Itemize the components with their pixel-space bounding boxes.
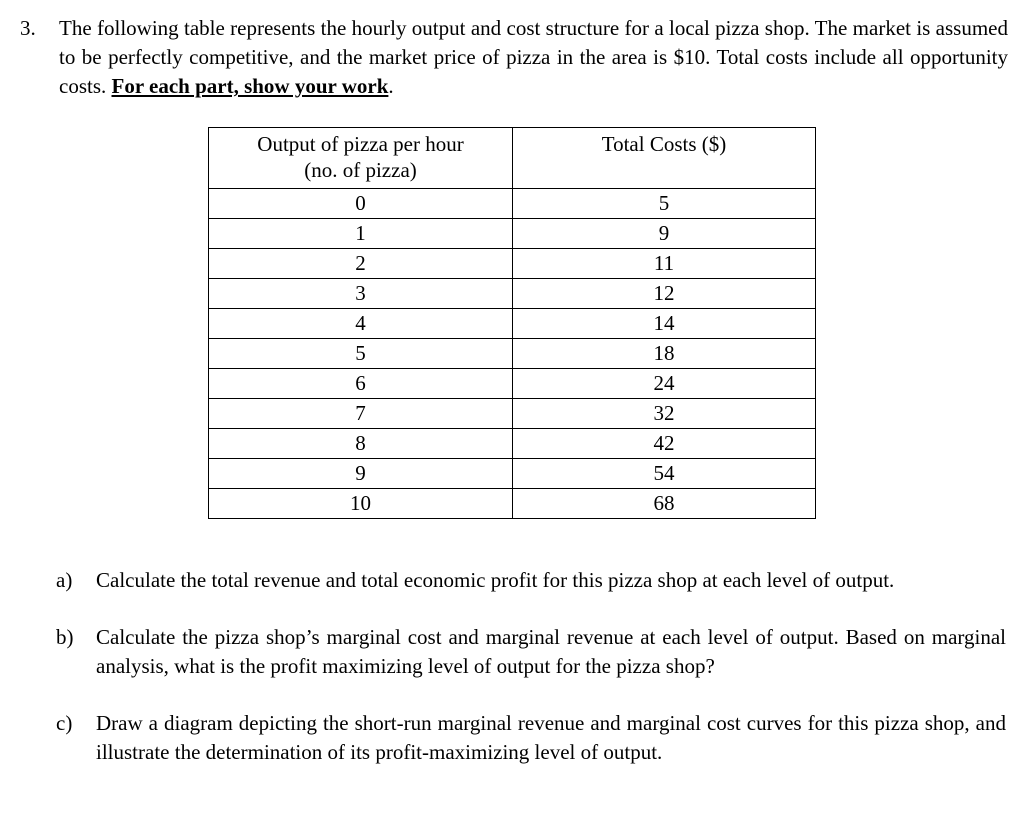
cost-cell: 9 [513,219,816,249]
cost-cell: 54 [513,459,816,489]
part-label: a) [56,568,73,592]
table-row [209,309,816,339]
cost-cell: 12 [513,279,816,309]
cost-table [208,127,816,519]
table-row [209,339,816,369]
header-total-costs: Total Costs ($) [513,128,816,189]
header-output-line2: (no. of pizza) [304,158,417,182]
question-text: The following table represents the hourly output and cost structure for a local pizza shop. The market is assumed to be perfectly competitive, and the market price of pizza in the area is $10. Total costs include all opportunity costs. [59,16,1008,98]
cost-cell: 32 [513,399,816,429]
table-row [209,399,816,429]
cost-cell: 68 [513,489,816,519]
question-end-punct: . [388,74,394,98]
table-row [209,219,816,249]
question-text-block [59,14,1008,101]
part-label: b) [56,625,74,649]
output-cell: 3 [209,279,513,309]
question-3 [20,14,1008,101]
cost-cell: 5 [513,189,816,219]
output-cell: 4 [209,309,513,339]
part-a [56,566,1006,595]
output-cell: 8 [209,429,513,459]
table-row [209,369,816,399]
table-row [209,429,816,459]
header-output-line1: Output of pizza per hour [257,132,464,156]
part-text: Calculate the pizza shop’s marginal cost and marginal revenue at each level of output. Based on marginal analysis, what is the profit maximizing level of output for the pizza shop? [96,625,1006,678]
part-b [56,623,1006,681]
question-emphasis: For each part, show your work [111,74,389,98]
header-output [209,128,513,189]
output-cell: 9 [209,459,513,489]
part-label: c) [56,711,73,735]
output-cell: 2 [209,249,513,279]
output-cell: 0 [209,189,513,219]
table-row [209,249,816,279]
cost-cell: 18 [513,339,816,369]
question-parts [56,566,1006,795]
table-row [209,489,816,519]
table-header-row [209,128,816,189]
cost-cell: 11 [513,249,816,279]
output-cell: 1 [209,219,513,249]
output-cell: 6 [209,369,513,399]
cost-cell: 24 [513,369,816,399]
part-c [56,709,1006,767]
part-text: Draw a diagram depicting the short-run marginal revenue and marginal cost curves for this pizza shop, and illustrate the determination of its profit-maximizing level of output. [96,711,1006,764]
cost-cell: 42 [513,429,816,459]
table-row [209,459,816,489]
output-cell: 10 [209,489,513,519]
question-number: 3. [20,16,36,40]
part-text: Calculate the total revenue and total economic profit for this pizza shop at each level of output. [96,568,895,592]
cost-cell: 14 [513,309,816,339]
table-row [209,279,816,309]
output-cell: 7 [209,399,513,429]
table-row [209,189,816,219]
output-cell: 5 [209,339,513,369]
